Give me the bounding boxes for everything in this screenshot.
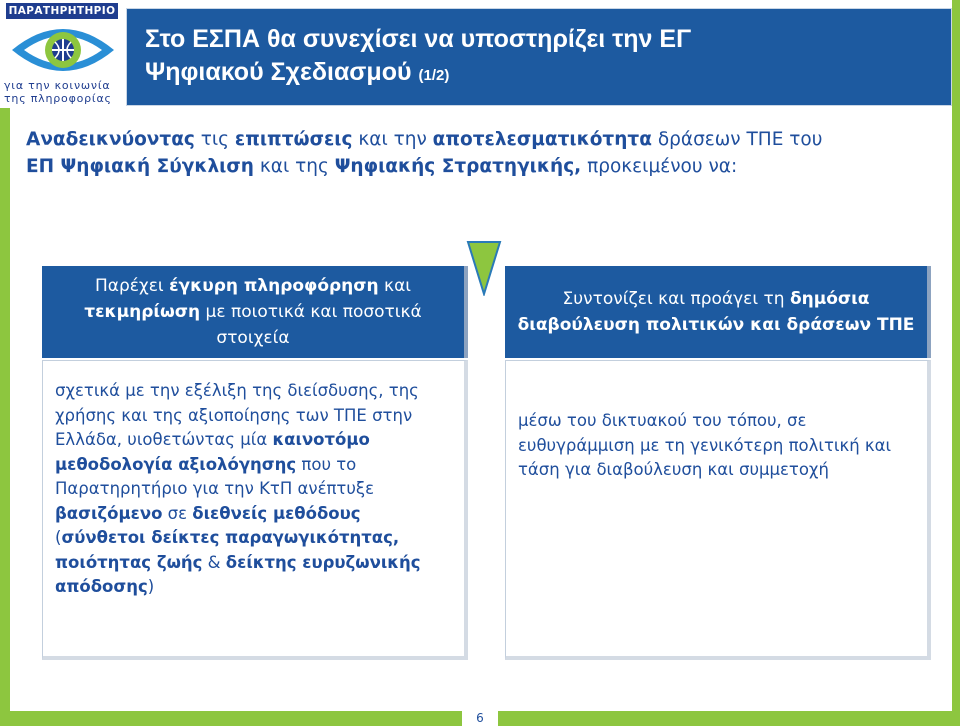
- frame-left-border: [0, 0, 10, 726]
- title-line-2: Ψηφιακού Σχεδιασμού: [145, 58, 412, 86]
- logo-top-text: ΠΑΡΑΤΗΡΗΤΗΡΙΟ: [6, 3, 118, 19]
- intro-text-10: προκειμένου να:: [581, 156, 738, 177]
- right-content-box: [505, 360, 931, 660]
- left-content-bold-8: σύνθετοι δείκτες παραγωγικότητας, ποιότητας ζωής: [55, 528, 400, 572]
- right-content-text: μέσω του δικτυακού του τόπου, σε ευθυγράμμιση με τη γενικότερη πολιτική και τάση για διαβούλευση και συμμετοχή: [518, 411, 892, 479]
- intro-bold-7: ΕΠ Ψηφιακή Σύγκλιση: [26, 156, 254, 177]
- intro-paragraph: [26, 126, 938, 180]
- left-header-bold-4: τεκμηρίωση: [84, 302, 201, 322]
- left-content-bold-2: καινοτόμο μεθοδολογία αξιολόγησης: [55, 430, 370, 474]
- intro-bold-1: Αναδεικνύοντας: [26, 129, 195, 150]
- intro-text-2: τις: [194, 129, 235, 150]
- left-header-text-5: με ποιοτικά και ποσοτικά στοιχεία: [200, 302, 422, 348]
- left-content-text-3: που το Παρατηρητήριο για την ΚτΠ ανέπτυξε: [55, 454, 375, 498]
- left-content-bold-4: βασιζόμενο: [55, 503, 163, 523]
- title-line-1: Στο ΕΣΠΑ θα συνεχίσει να υποστηρίζει την ΕΓ: [145, 25, 692, 53]
- left-content-text: [55, 379, 454, 600]
- right-header-box: [505, 266, 931, 358]
- logo-tagline-2: της πληροφορίας: [4, 92, 112, 105]
- slide-title: [145, 23, 925, 92]
- intro-bold-9: Ψηφιακής Στρατηγικής,: [334, 156, 582, 177]
- left-content-box: [42, 360, 468, 660]
- intro-bold-5: αποτελεσματικότητα: [432, 129, 652, 150]
- left-header-text-3: και: [378, 276, 412, 296]
- observatory-logo: [0, 0, 126, 108]
- title-bar: [126, 8, 952, 106]
- down-arrow-icon: [466, 240, 502, 296]
- title-part-indicator: (1/2): [418, 67, 450, 84]
- left-header-bold-2: έγκυρη πληροφόρηση: [169, 276, 379, 296]
- left-content-text-1: σχετικά με την εξέλιξη της διείσδυσης, της χρήσης και της αξιοποίησης των ΤΠΕ στην Ελλάδα, υιοθετώντας μία: [55, 381, 419, 449]
- right-header-bold-2: δημόσια διαβούλευση πολιτικών και δράσεων ΤΠΕ: [517, 289, 915, 335]
- left-content-bold-10: δείκτης ευρυζωνικής απόδοσης: [55, 552, 421, 596]
- left-header-box: [42, 266, 468, 358]
- left-content-text-11: ): [147, 577, 155, 596]
- intro-text-6: δράσεων ΤΠΕ του: [651, 129, 823, 150]
- page-number: 6: [462, 711, 498, 726]
- left-content-text-9: &: [202, 552, 226, 572]
- intro-text-4: και την: [352, 129, 433, 150]
- left-content-text-7: (: [55, 528, 62, 547]
- intro-text-8: και της: [253, 156, 335, 177]
- logo-tagline-1: για την κοινωνία: [4, 79, 111, 92]
- right-header-text-1: Συντονίζει και προάγει τη: [562, 289, 790, 309]
- left-content-bold-6: διεθνείς μεθόδους: [192, 503, 361, 523]
- eye-globe-icon: [8, 20, 118, 80]
- left-header-text: [42, 273, 464, 351]
- left-content-text-5: σε: [162, 503, 193, 523]
- right-header-text: [505, 286, 927, 338]
- left-header-text-1: Παρέχει: [94, 276, 170, 296]
- intro-bold-3: επιπτώσεις: [234, 129, 353, 150]
- frame-right-border: [952, 0, 960, 726]
